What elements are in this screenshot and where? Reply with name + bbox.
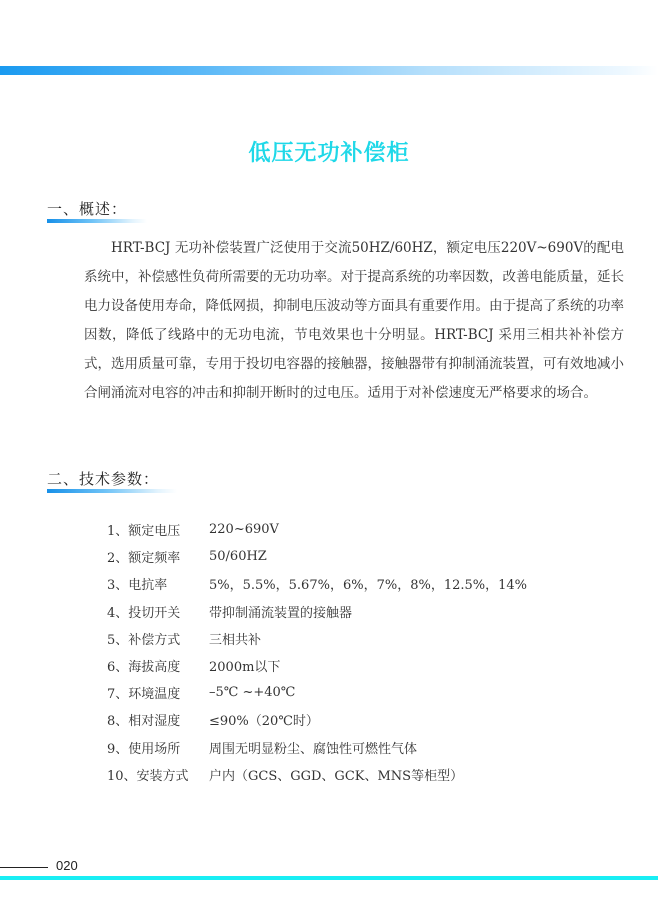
spec-row: [107, 570, 527, 597]
footer-cyan-bar: [0, 876, 658, 880]
spec-row: [107, 598, 527, 625]
spec-list: [107, 516, 527, 788]
spec-row: [107, 516, 527, 543]
spec-value: 周围无明显粉尘、腐蚀性可燃性气体: [209, 741, 418, 757]
spec-value: ≤90%（20℃时）: [209, 714, 319, 730]
spec-row: [107, 543, 527, 570]
spec-label: 6、海拔高度: [107, 660, 181, 676]
spec-label: 8、相对湿度: [107, 714, 181, 730]
spec-row: [107, 761, 527, 788]
section-heading-specs: 二、技术参数：: [47, 470, 160, 488]
section-underline-specs: [47, 489, 177, 493]
page-number: 020: [56, 858, 78, 873]
spec-row: [107, 625, 527, 652]
spec-label: 4、投切开关: [107, 605, 181, 621]
spec-value: 带抑制涌流装置的接触器: [209, 605, 353, 621]
spec-label: 9、使用场所: [107, 741, 181, 757]
section-underline-overview: [47, 219, 147, 223]
section-heading-overview: 一、概述：: [47, 200, 128, 218]
spec-row: [107, 734, 527, 761]
spec-row: [107, 652, 527, 679]
spec-row: [107, 679, 527, 706]
spec-label: 10、安装方式: [107, 768, 189, 784]
spec-value: 2000m以下: [209, 660, 281, 676]
spec-label: 7、环境温度: [107, 687, 181, 703]
spec-value: 220~690V: [209, 522, 279, 538]
spec-row: [107, 706, 527, 733]
spec-value: 户内（GCS、GGD、GCK、MNS等柜型）: [209, 768, 464, 784]
spec-label: 3、电抗率: [107, 578, 168, 594]
spec-value: 5%，5.5%，5.67%，6%，7%，8%，12.5%，14%: [209, 578, 528, 594]
overview-paragraph: HRT-BCJ 无功补偿装置广泛使用于交流50HZ/60HZ，额定电压220V~690V的配电系统中，补偿感性负荷所需要的无功功率。对于提高系统的功率因数，改善电能质量，延长电力设备使用寿命，降低网损，抑制电压波动等方面具有重要作用。由于提高了系统的功率因数，降低了线路中的无功电流，节电效果也十分明显。HRT-BCJ 采用三相共补补偿方式，选用质量可靠，专用于投切电容器的接触器，接触器带有抑制涌流装置，可有效地减小合闸涌流对电容的冲击和抑制开断时的过电压。适用于对补偿速度无严格要求的场合。: [84, 240, 624, 401]
header-gradient-bar: [0, 66, 658, 75]
spec-value: 50/60HZ: [209, 549, 267, 565]
spec-label: 2、额定频率: [107, 551, 181, 567]
spec-value: –5℃ ~+40℃: [209, 685, 296, 701]
spec-label: 1、额定电压: [107, 524, 181, 540]
spec-value: 三相共补: [209, 632, 262, 648]
spec-label: 5、补偿方式: [107, 632, 181, 648]
footer-rule: [0, 867, 48, 868]
page-title: 低压无功补偿柜: [248, 140, 410, 166]
